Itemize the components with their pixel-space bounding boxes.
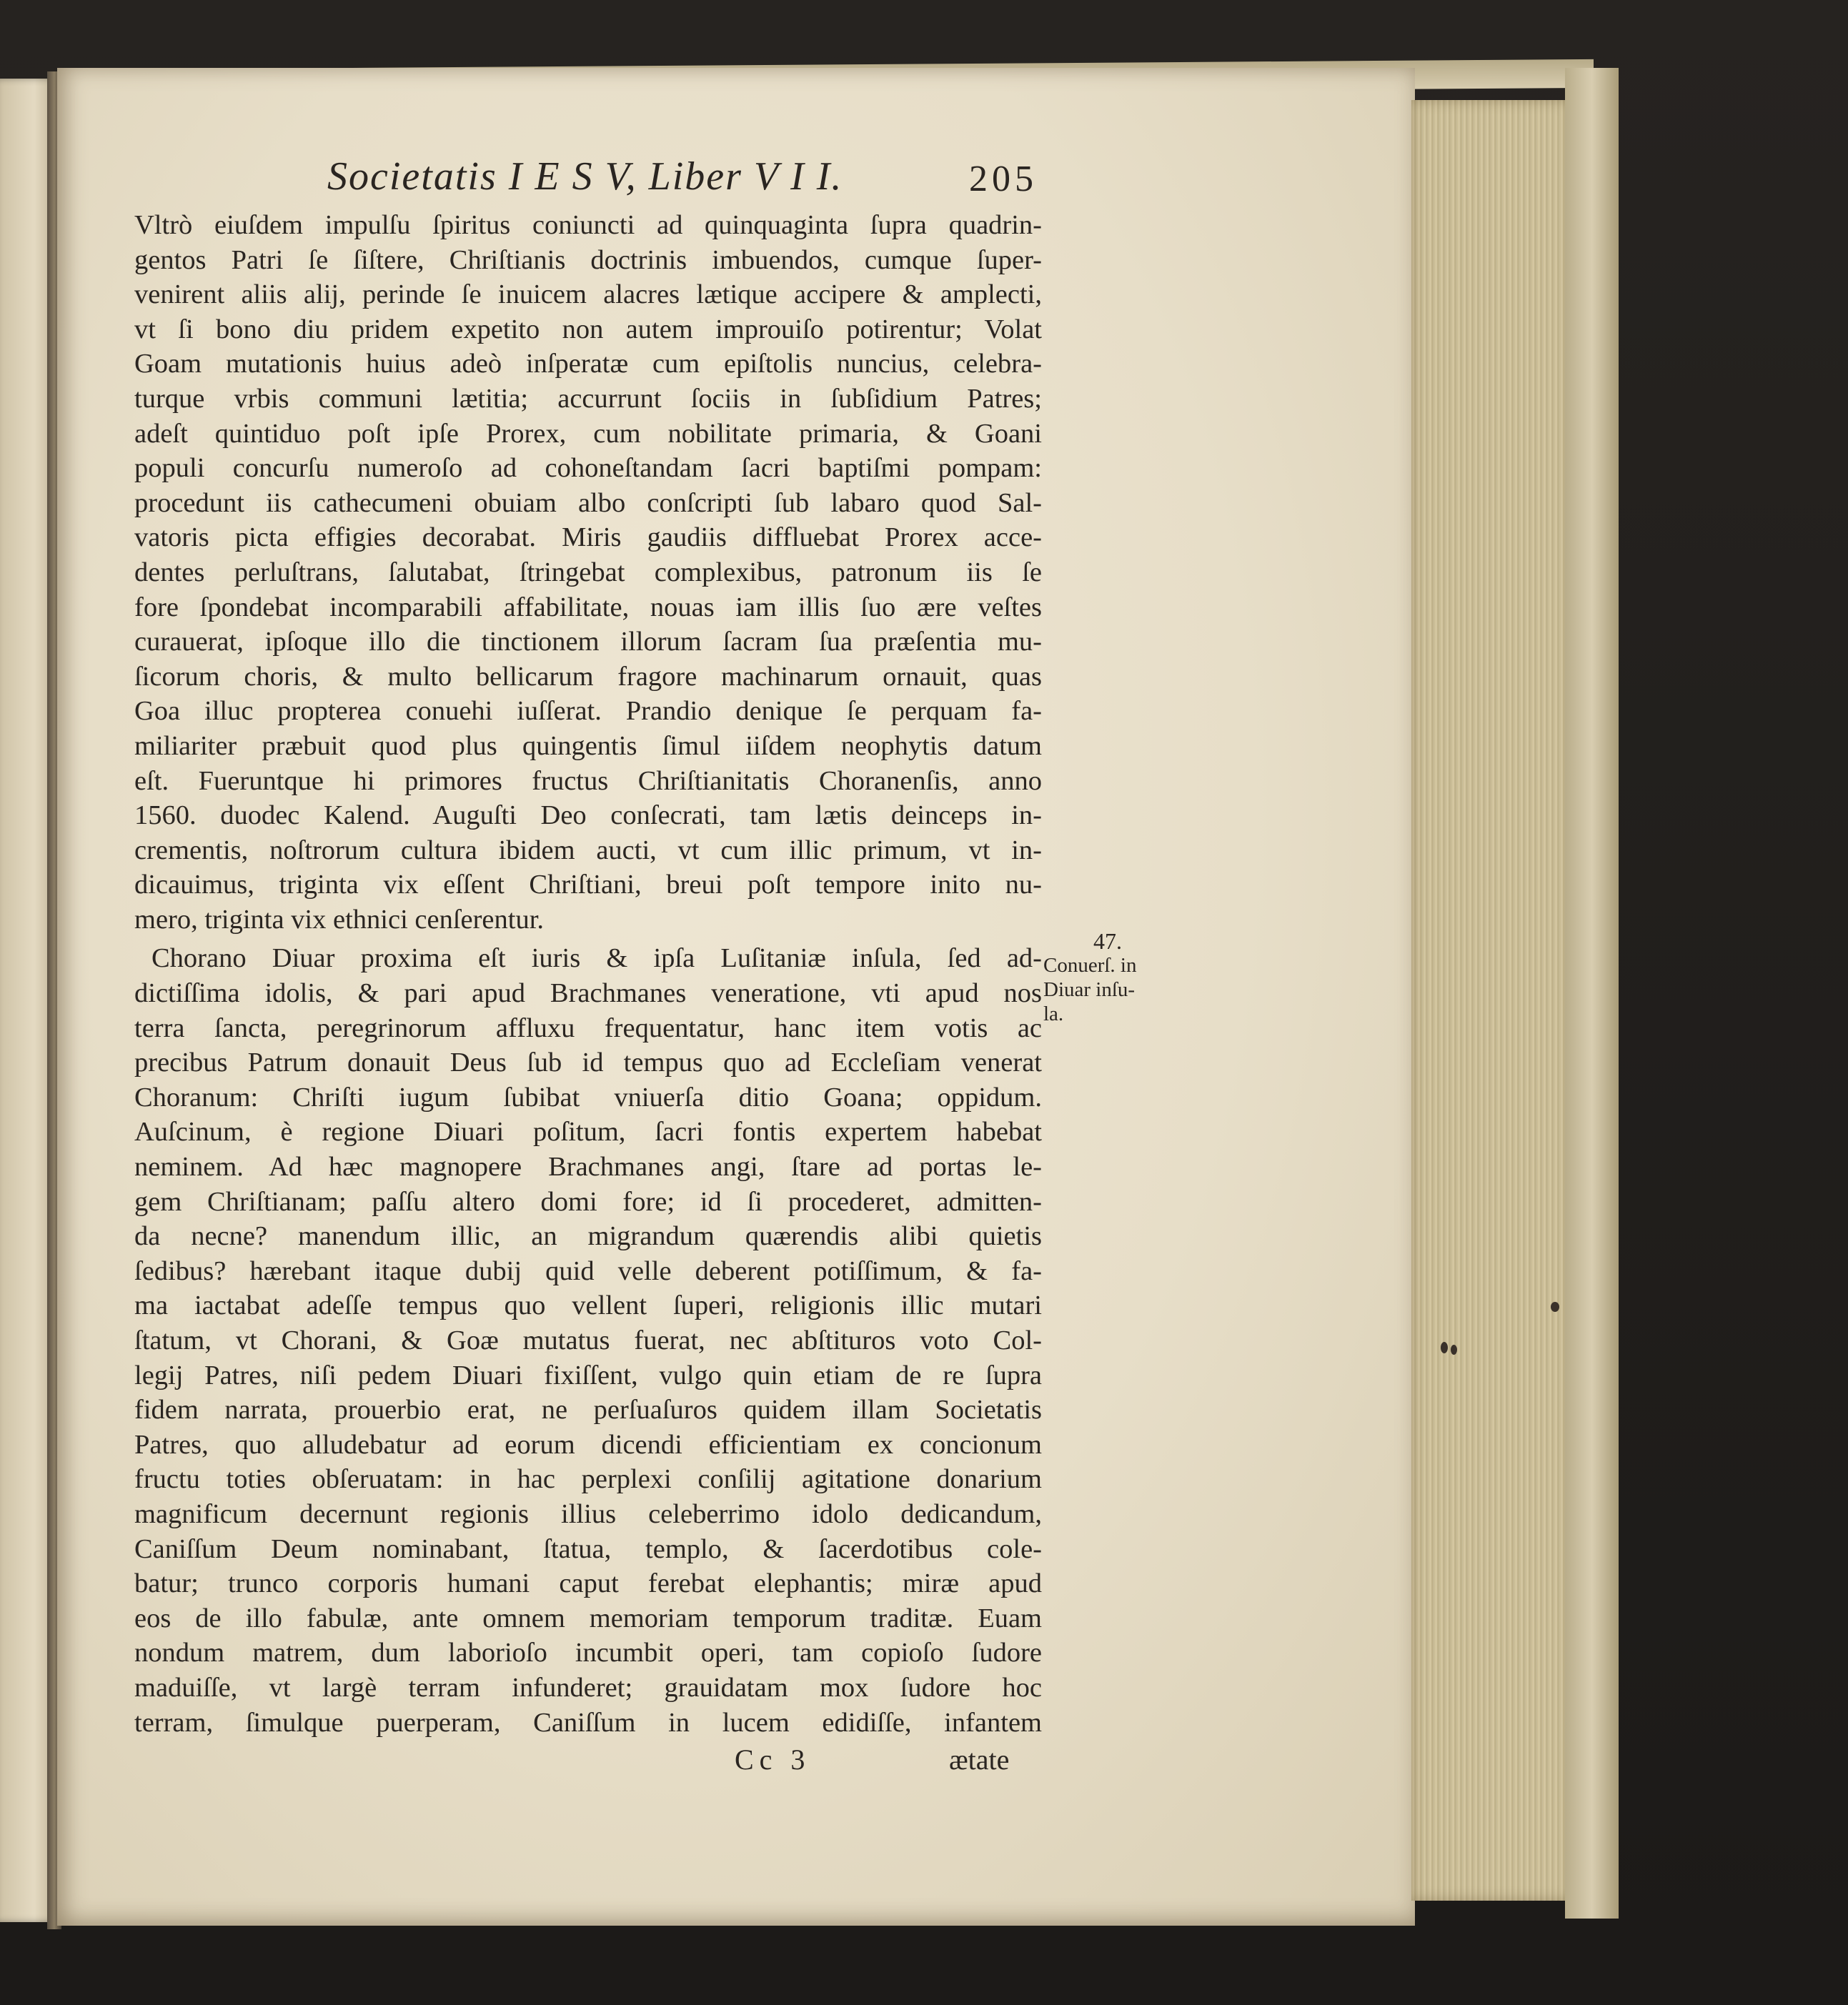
ink-spot xyxy=(1451,1345,1457,1355)
text-line: vatoris picta effigies decorabat. Miris gaudiis diffluebat Prorex acce- xyxy=(134,522,1042,553)
text-line: Chorano Diuar proxima eſt iuris & ipſa Luſitaniæ inſula, ſed ad- xyxy=(151,943,1042,974)
text-line: precibus Patrum donauit Deus ſub id tempus quo ad Eccleſiam venerat xyxy=(134,1048,1042,1078)
body-text xyxy=(134,208,1049,1740)
text-line: eſt. Fueruntque hi primores fructus Chriſtianitatis Choranenſis, anno xyxy=(134,765,1042,796)
ink-spot xyxy=(1441,1342,1448,1353)
text-line: maduiſſe, vt largè terram infunderet; grauidatam mox ſudore hoc xyxy=(134,1672,1042,1703)
text-line: curauerat, ipſoque illo die tinctionem illorum ſacram ſua præſentia mu- xyxy=(134,627,1042,657)
text-line: ſtatum, vt Chorani, & Goæ mutatus fuerat, nec abſtituros voto Col- xyxy=(134,1325,1042,1355)
text-line: dicauimus, triginta vix eſſent Chriſtiani, breui poſt tempore inito nu- xyxy=(134,870,1042,900)
ink-spot xyxy=(1551,1302,1559,1312)
text-line: Auſcinum, è regione Diuari poſitum, ſacri fontis expertem habebat xyxy=(134,1117,1042,1148)
text-block xyxy=(134,154,1049,1777)
text-line: Vltrò eiuſdem impulſu ſpiritus coniuncti ad quinquaginta ſupra quadrin- xyxy=(134,210,1042,240)
marginal-note xyxy=(1043,929,1165,1026)
text-line: Caniſſum Deum nominabant, ſtatua, templo, & ſacerdotibus cole- xyxy=(134,1533,1042,1564)
text-line: terram, ſimulque puerperam, Caniſſum in lucem edidiſſe, infantem xyxy=(134,1707,1042,1738)
text-line: vt ſi bono diu pridem expetito non autem improuiſo potirentur; Volat xyxy=(134,314,1042,344)
text-line: fore ſpondebat incomparabili affabilitate, nouas iam illis ſuo ære veſtes xyxy=(134,592,1042,622)
marginal-note-line: Conuerſ. in xyxy=(1043,954,1137,977)
text-line: ſedibus? hærebant itaque dubij quid velle deberent potiſſimum, & fa- xyxy=(134,1255,1042,1286)
signature-mark: Cc 3 xyxy=(735,1743,811,1776)
text-line: ma iactabat adeſſe tempus quo vellent ſuperi, religionis illic mutari xyxy=(134,1290,1042,1321)
marginal-note-line: Diuar inſu- xyxy=(1043,978,1136,1001)
text-line: fidem narrata, prouerbio erat, ne perſuaſuros quidem illam Societatis xyxy=(134,1395,1042,1426)
text-line: turque vrbis communi lætitia; accurrunt ſociis in ſubſidium Patres; xyxy=(134,383,1042,414)
text-line: legij Patres, niſi pedem Diuari fixiſſent, vulgo quin etiam de re ſupra xyxy=(134,1360,1042,1390)
text-line: Choranum: Chriſti iugum ſubibat vniuerſa ditio Goana; oppidum. xyxy=(134,1082,1042,1113)
catchword: ætate xyxy=(949,1743,1010,1776)
text-line: mero, triginta vix ethnici cenſerentur. xyxy=(134,904,545,935)
text-line: gem Chriſtianam; paſſu altero domi fore; id ſi procederet, admitten- xyxy=(134,1186,1042,1217)
catchword-line xyxy=(134,1743,1049,1777)
text-line: fructu toties obſeruatam: in hac perplexi conſilij agitatione donarium xyxy=(134,1464,1042,1495)
text-line: procedunt iis cathecumeni obuiam albo conſcripti ſub labaro quod Sal- xyxy=(134,487,1042,518)
text-line: magnificum decernunt regionis illius celeberrimo idolo dedicandum, xyxy=(134,1498,1042,1529)
marginal-note-line: la. xyxy=(1043,1002,1064,1025)
text-line: adeſt quintiduo poſt ipſe Prorex, cum nobilitate primaria, & Goani xyxy=(134,418,1042,449)
text-line: da necne? manendum illic, an migrandum quærendis alibi quietis xyxy=(134,1221,1042,1252)
text-line: ſicorum choris, & multo bellicarum fragore machinarum ornauit, quas xyxy=(134,661,1042,692)
text-line: venirent aliis alij, perinde ſe inuicem alacres lætique accipere & amplecti, xyxy=(134,279,1042,310)
text-line: Goa illuc propterea conuehi iuſſerat. Prandio denique ſe perquam fa- xyxy=(134,696,1042,727)
text-line: nondum matrem, dum laborioſo incumbit operi, tam copioſo ſudore xyxy=(134,1638,1042,1668)
text-line: neminem. Ad hæc magnopere Brachmanes angi, ſtare ad portas le- xyxy=(134,1152,1042,1183)
text-line: dictiſſima idolis, & pari apud Brachmanes veneratione, vti apud nos xyxy=(134,978,1042,1009)
text-line: miliariter præbuit quod plus quingentis ſimul iiſdem neophytis datum xyxy=(134,730,1042,761)
running-head xyxy=(134,154,1049,208)
text-line: dentes perluſtrans, ſalutabat, ſtringebat complexibus, patronum iis ſe xyxy=(134,557,1042,587)
text-line: crementis, noſtrorum cultura ibidem aucti, vt cum illic primum, vt in- xyxy=(134,835,1042,865)
text-line: Patres, quo alludebatur ad eorum dicendi efficientiam ex concionum xyxy=(134,1429,1042,1460)
running-title: Societatis I E S V, Liber V I I. xyxy=(327,154,843,199)
text-line: Goam mutationis huius adeò inſperatæ cum epiſtolis nuncius, celebra- xyxy=(134,349,1042,379)
page-edges xyxy=(1411,100,1572,1901)
text-line: batur; trunco corporis humani caput ferebat elephantis; miræ apud xyxy=(134,1568,1042,1599)
text-line: terra ſancta, peregrinorum affluxu frequentatur, hanc item votis ac xyxy=(134,1013,1042,1043)
text-line: 1560. duodec Kalend. Auguſti Deo conſecrati, tam lætis deinceps in- xyxy=(134,800,1042,831)
text-line: gentos Patri ſe ſiſtere, Chriſtianis doctrinis imbuendos, cumque ſuper- xyxy=(134,244,1042,275)
marginal-note-number: 47. xyxy=(1093,928,1122,954)
text-line: populi concurſu numeroſo ad cohoneſtandam ſacri baptiſmi pompam: xyxy=(134,453,1042,484)
text-line: eos de illo fabulæ, ante omnem memoriam temporum traditæ. Euam xyxy=(134,1603,1042,1633)
cover-right-edge xyxy=(1565,68,1619,1919)
page-number: 205 xyxy=(969,159,1038,199)
